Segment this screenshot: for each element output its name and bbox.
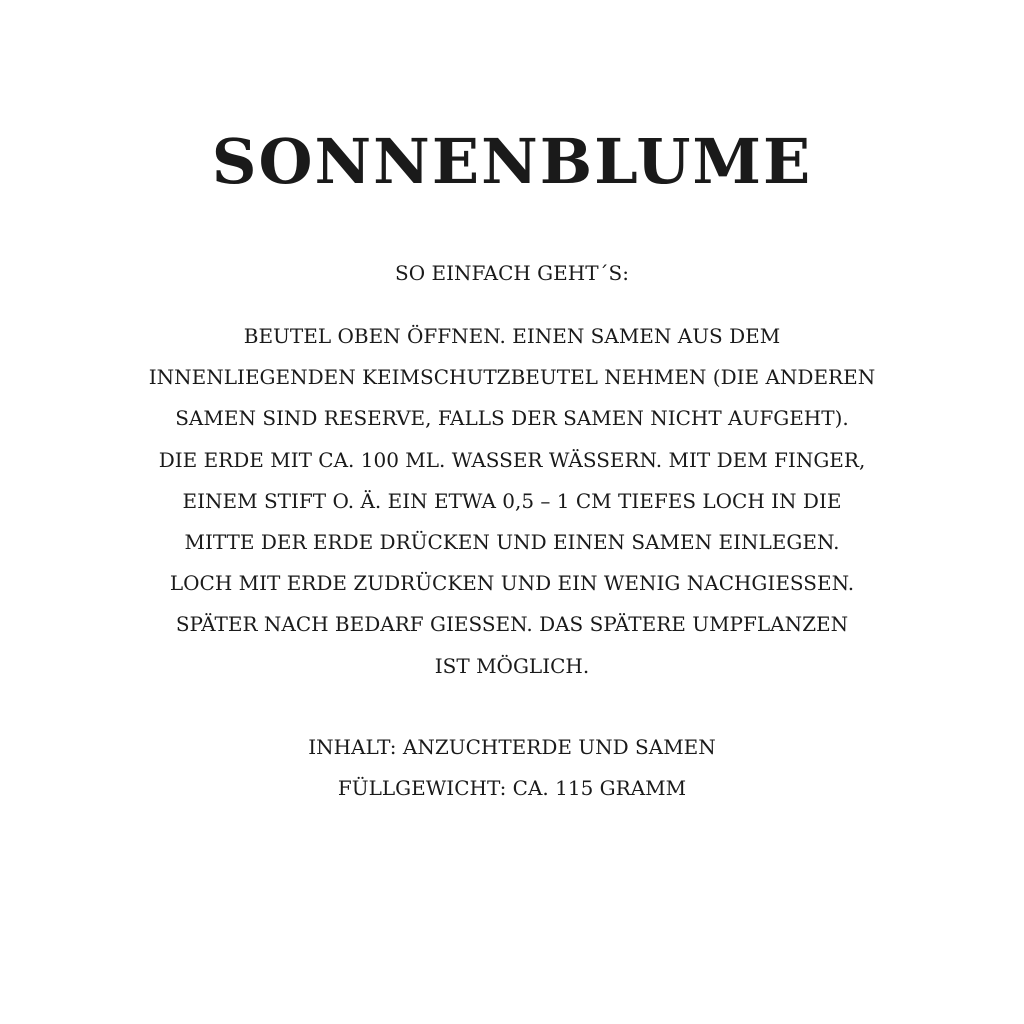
instruction-line: LOCH MIT ERDE ZUDRÜCKEN UND EIN WENIG NACHGIESSEN. <box>169 571 855 596</box>
instructions-text <box>0 316 1024 687</box>
contents-info <box>0 727 1024 809</box>
instruction-line: SAMEN SIND RESERVE, FALLS DER SAMEN NICHT AUFGEHT). <box>175 406 849 431</box>
instruction-line: MITTE DER ERDE DRÜCKEN UND EINEN SAMEN EINLEGEN. <box>184 530 840 555</box>
weight-line: FÜLLGEWICHT: CA. 115 GRAMM <box>337 776 687 800</box>
instruction-line: DIE ERDE MIT CA. 100 ML. WASSER WÄSSERN. MIT DEM FINGER, <box>158 447 866 472</box>
instruction-line: EINEM STIFT O. Ä. EIN ETWA 0,5 – 1 CM TIEFES LOCH IN DIE <box>182 488 842 513</box>
instruction-line: BEUTEL OBEN ÖFFNEN. EINEN SAMEN AUS DEM <box>243 324 781 348</box>
instruction-line: IST MÖGLICH. <box>434 653 590 678</box>
instruction-line: INNENLIEGENDEN KEIMSCHUTZBEUTEL NEHMEN (DIE ANDEREN <box>148 365 876 390</box>
instruction-line: SPÄTER NACH BEDARF GIESSEN. DAS SPÄTERE UMPFLANZEN <box>175 612 849 637</box>
page-title: SONNENBLUME <box>211 125 813 198</box>
contents-line: INHALT: ANZUCHTERDE UND SAMEN <box>308 735 716 759</box>
instructions-heading: SO EINFACH GEHT´S: <box>395 261 629 285</box>
